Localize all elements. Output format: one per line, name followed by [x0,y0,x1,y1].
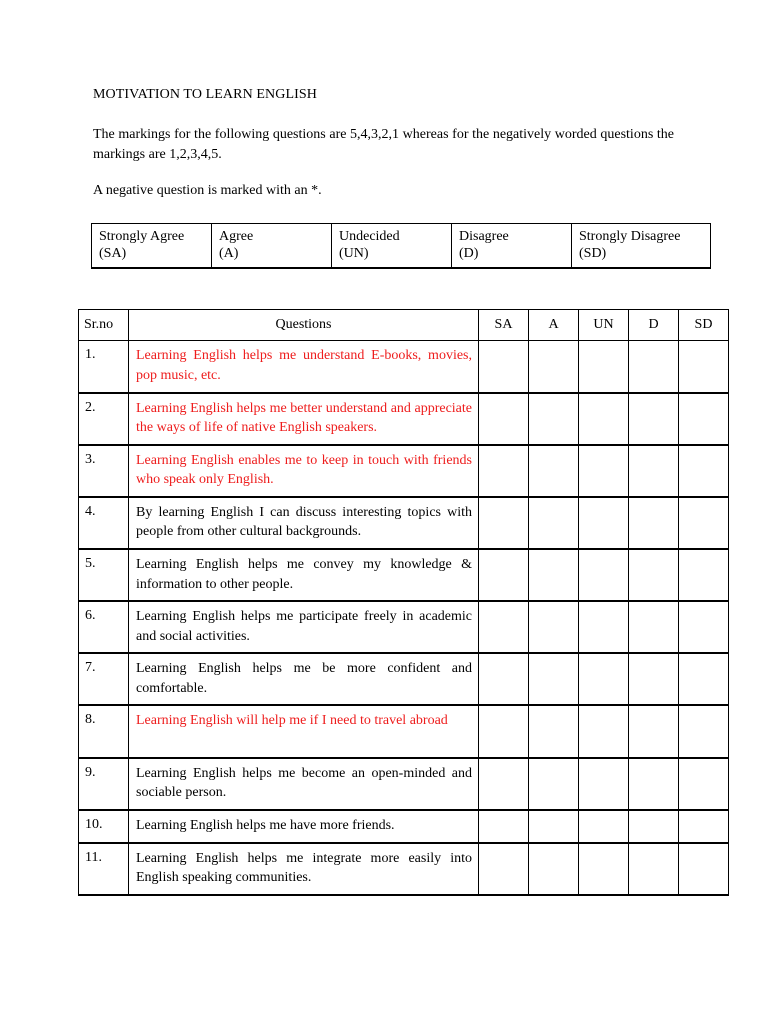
answer-cell-sd[interactable] [679,843,729,895]
table-row [79,445,729,497]
header-sa: SA [479,310,529,341]
question-text-negative: Learning English will help me if I need to travel abroad [129,705,479,757]
table-row [79,705,729,757]
table-row [79,810,729,843]
answer-cell-un[interactable] [579,758,629,810]
answer-cell-d[interactable] [629,393,679,445]
legend-label: Disagree [459,229,509,244]
legend-label: Strongly Agree [99,229,185,244]
answer-cell-d[interactable] [629,810,679,843]
legend-abbr: (A) [219,246,239,261]
question-number: 9. [79,758,129,810]
answer-cell-a[interactable] [529,843,579,895]
table-row [79,549,729,601]
answer-cell-sa[interactable] [479,758,529,810]
answer-cell-sa[interactable] [479,705,529,757]
answer-cell-a[interactable] [529,758,579,810]
question-text: Learning English helps me be more confident and comfortable. [129,653,479,705]
legend-agree [212,224,332,269]
answer-cell-d[interactable] [629,705,679,757]
legend-strongly-disagree [572,224,711,269]
answer-cell-a[interactable] [529,601,579,653]
header-sd: SD [679,310,729,341]
answer-cell-sa[interactable] [479,341,529,393]
answer-cell-a[interactable] [529,810,579,843]
question-text: Learning English helps me become an open-minded and sociable person. [129,758,479,810]
answer-cell-sd[interactable] [679,810,729,843]
answer-cell-un[interactable] [579,341,629,393]
answer-cell-sa[interactable] [479,497,529,549]
answer-cell-a[interactable] [529,393,579,445]
legend-abbr: (UN) [339,246,369,261]
answer-cell-un[interactable] [579,393,629,445]
answer-cell-d[interactable] [629,758,679,810]
question-number: 2. [79,393,129,445]
answer-cell-sa[interactable] [479,445,529,497]
header-questions: Questions [129,310,479,341]
answer-cell-sd[interactable] [679,601,729,653]
answer-cell-sd[interactable] [679,341,729,393]
answer-cell-a[interactable] [529,653,579,705]
table-row [79,393,729,445]
question-number: 8. [79,705,129,757]
answer-cell-d[interactable] [629,653,679,705]
answer-cell-sa[interactable] [479,810,529,843]
table-row [79,341,729,393]
answer-cell-sd[interactable] [679,705,729,757]
document-title: MOTIVATION TO LEARN ENGLISH [93,87,317,102]
table-row [79,843,729,895]
rating-scale-legend [91,223,711,269]
answer-cell-a[interactable] [529,549,579,601]
table-row [79,758,729,810]
question-text: Learning English helps me integrate more easily into English speaking communities. [129,843,479,895]
header-srno: Sr.no [79,310,129,341]
answer-cell-a[interactable] [529,705,579,757]
header-a: A [529,310,579,341]
answer-cell-d[interactable] [629,445,679,497]
legend-abbr: (D) [459,246,479,261]
legend-label: Undecided [339,229,400,244]
table-row [79,653,729,705]
question-text: Learning English helps me participate freely in academic and social activities. [129,601,479,653]
question-number: 7. [79,653,129,705]
negative-question-note: A negative question is marked with an *. [93,183,322,198]
answer-cell-un[interactable] [579,810,629,843]
answer-cell-un[interactable] [579,445,629,497]
legend-undecided [332,224,452,269]
answer-cell-d[interactable] [629,601,679,653]
answer-cell-un[interactable] [579,601,629,653]
question-text: By learning English I can discuss interesting topics with people from other cultural backgrounds. [129,497,479,549]
question-number: 10. [79,810,129,843]
question-number: 11. [79,843,129,895]
answer-cell-sa[interactable] [479,393,529,445]
question-number: 3. [79,445,129,497]
legend-abbr: (SA) [99,246,127,261]
question-number: 1. [79,341,129,393]
answer-cell-a[interactable] [529,341,579,393]
legend-label: Strongly Disagree [579,229,681,244]
answer-cell-un[interactable] [579,653,629,705]
questionnaire-table [78,309,729,896]
header-un: UN [579,310,629,341]
answer-cell-un[interactable] [579,549,629,601]
answer-cell-sa[interactable] [479,843,529,895]
question-number: 4. [79,497,129,549]
table-header-row [79,310,729,341]
question-text: Learning English helps me convey my knowledge & information to other people. [129,549,479,601]
answer-cell-a[interactable] [529,497,579,549]
header-d: D [629,310,679,341]
answer-cell-d[interactable] [629,549,679,601]
table-row [79,497,729,549]
question-number: 6. [79,601,129,653]
question-text-negative: Learning English enables me to keep in touch with friends who speak only English. [129,445,479,497]
legend-abbr: (SD) [579,246,607,261]
answer-cell-sd[interactable] [679,758,729,810]
answer-cell-sa[interactable] [479,653,529,705]
answer-cell-sd[interactable] [679,497,729,549]
answer-cell-un[interactable] [579,843,629,895]
answer-cell-sd[interactable] [679,393,729,445]
legend-strongly-agree [92,224,212,269]
marking-instructions: The markings for the following questions are 5,4,3,2,1 whereas for the negatively worded questions the markings are 1,2,3,4,5. [93,127,674,162]
legend-label: Agree [219,229,254,244]
question-text: Learning English helps me have more friends. [129,810,479,843]
answer-cell-d[interactable] [629,341,679,393]
answer-cell-sa[interactable] [479,601,529,653]
answer-cell-sd[interactable] [679,549,729,601]
question-number: 5. [79,549,129,601]
answer-cell-d[interactable] [629,843,679,895]
answer-cell-sd[interactable] [679,445,729,497]
answer-cell-sa[interactable] [479,549,529,601]
question-text-negative: Learning English helps me understand E-books, movies, pop music, etc. [129,341,479,393]
answer-cell-a[interactable] [529,445,579,497]
question-text-negative: Learning English helps me better understand and appreciate the ways of life of native English speakers. [129,393,479,445]
answer-cell-sd[interactable] [679,653,729,705]
legend-disagree [452,224,572,269]
answer-cell-d[interactable] [629,497,679,549]
answer-cell-un[interactable] [579,705,629,757]
table-row [79,601,729,653]
answer-cell-un[interactable] [579,497,629,549]
